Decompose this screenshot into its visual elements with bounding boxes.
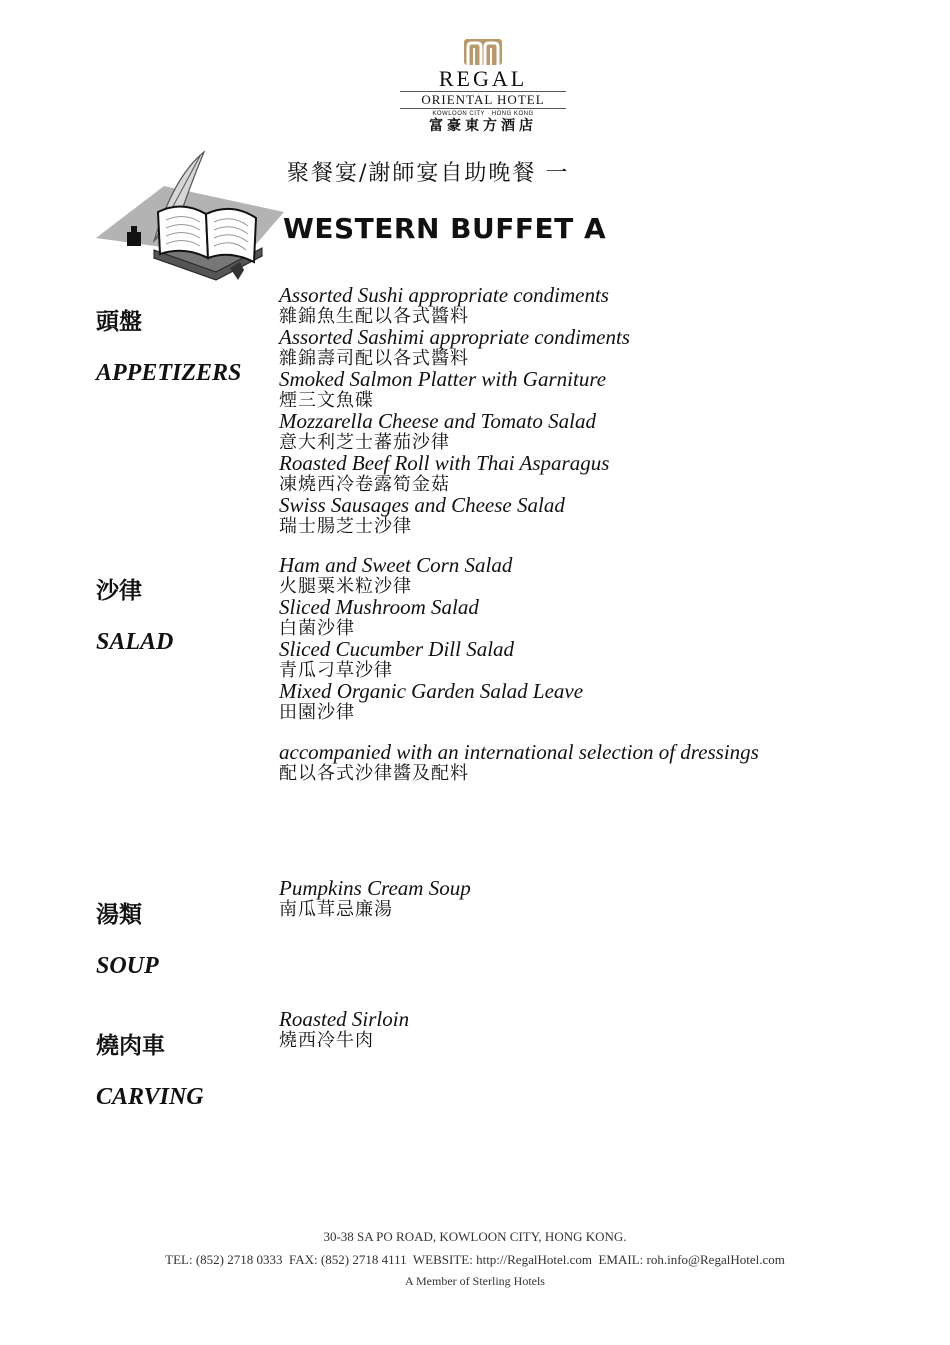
item-name-en: Assorted Sushi appropriate condiments xyxy=(279,283,609,307)
item-name-en: Smoked Salmon Platter with Garniture xyxy=(279,367,607,391)
list-item xyxy=(279,639,879,681)
item-name-zh: 火腿粟米粒沙律 xyxy=(279,576,412,597)
item-name-zh: 南瓜茸忌廉湯 xyxy=(279,899,393,920)
hotel-logo xyxy=(398,38,568,142)
item-name-zh: 雜錦魚生配以各式醬料 xyxy=(279,306,469,327)
footer-contacts xyxy=(0,1252,950,1268)
regal-emblem-icon xyxy=(463,38,503,66)
list-item xyxy=(279,285,879,327)
category-soup-en: SOUP xyxy=(96,953,159,979)
list-item xyxy=(279,681,879,723)
item-name-zh: 凍燒西冷卷露筍金菇 xyxy=(279,474,450,495)
footer-address: 30-38 SA PO ROAD, KOWLOON CITY, HONG KONG. xyxy=(323,1229,627,1244)
item-name-en: Swiss Sausages and Cheese Salad xyxy=(279,493,565,517)
list-item xyxy=(279,1009,879,1051)
list-item xyxy=(279,453,879,495)
item-name-en: Sliced Mushroom Salad xyxy=(279,595,479,619)
item-name-zh: 意大利芝士蕃茄沙律 xyxy=(279,432,450,453)
logo-divider xyxy=(400,108,566,109)
item-name-zh: 雜錦壽司配以各式醬料 xyxy=(279,348,469,369)
book-quill-icon xyxy=(94,146,284,282)
carving-list xyxy=(279,1009,879,1051)
item-name-zh: 燒西冷牛肉 xyxy=(279,1030,374,1051)
item-name-en: Ham and Sweet Corn Salad xyxy=(279,553,513,577)
category-soup-zh: 湯類 xyxy=(96,902,142,928)
logo-brand: REGAL xyxy=(438,66,528,91)
email-label: EMAIL: xyxy=(598,1252,644,1267)
email-link[interactable]: roh.info@RegalHotel.com xyxy=(646,1252,785,1267)
item-name-en: Sliced Cucumber Dill Salad xyxy=(279,637,515,661)
logo-subtitle: ORIENTAL HOTEL xyxy=(421,92,545,107)
website-label: WEBSITE: xyxy=(412,1252,473,1267)
logo-chinese-name: 富豪東方酒店 xyxy=(429,118,537,134)
list-item xyxy=(279,369,879,411)
category-salad-en: SALAD xyxy=(96,629,174,655)
category-salad-zh: 沙律 xyxy=(96,578,142,604)
salad-list xyxy=(279,555,879,723)
dressing-note-en: accompanied with an international selection of dressings xyxy=(279,740,759,764)
tel-number: (852) 2718 0333 xyxy=(195,1252,283,1267)
list-item xyxy=(279,495,879,537)
logo-location: KOWLOON CITY · HONG KONG xyxy=(432,111,534,117)
list-item xyxy=(279,411,879,453)
item-name-en: Assorted Sashimi appropriate condiments xyxy=(279,325,630,349)
footer-member: A Member of Sterling Hotels xyxy=(405,1274,545,1288)
category-carving-en: CARVING xyxy=(96,1084,204,1110)
item-name-zh: 煙三文魚碟 xyxy=(279,390,374,411)
item-name-zh: 白菌沙律 xyxy=(279,618,355,639)
menu-title-english: WESTERN BUFFET A xyxy=(283,212,607,245)
website-link[interactable]: http://RegalHotel.com xyxy=(476,1252,592,1267)
item-name-en: Mixed Organic Garden Salad Leave xyxy=(279,679,584,703)
list-item xyxy=(279,597,879,639)
item-name-en: Roasted Sirloin xyxy=(279,1007,410,1031)
dressing-note-zh: 配以各式沙律醬及配料 xyxy=(279,763,469,784)
tel-label: TEL: xyxy=(165,1252,193,1267)
appetizers-list xyxy=(279,285,879,537)
item-name-zh: 青瓜刁草沙律 xyxy=(279,660,393,681)
category-carving-zh: 燒肉車 xyxy=(96,1033,165,1059)
item-name-zh: 田園沙律 xyxy=(279,702,355,723)
list-item xyxy=(279,327,879,369)
item-name-zh: 瑞士腸芝士沙律 xyxy=(279,516,412,537)
category-appetizers-zh: 頭盤 xyxy=(96,309,142,335)
item-name-en: Roasted Beef Roll with Thai Asparagus xyxy=(279,451,610,475)
category-appetizers-en: APPETIZERS xyxy=(96,360,242,386)
fax-label: FAX: xyxy=(289,1252,318,1267)
list-item xyxy=(279,878,879,920)
item-name-en: Pumpkins Cream Soup xyxy=(279,876,471,900)
menu-title-chinese: 聚餐宴/謝師宴自助晚餐 一 xyxy=(287,161,570,186)
list-item xyxy=(279,555,879,597)
fax-number: (852) 2718 4111 xyxy=(320,1252,407,1267)
salad-dressing-note xyxy=(279,742,879,784)
soup-list xyxy=(279,878,879,920)
item-name-en: Mozzarella Cheese and Tomato Salad xyxy=(279,409,596,433)
